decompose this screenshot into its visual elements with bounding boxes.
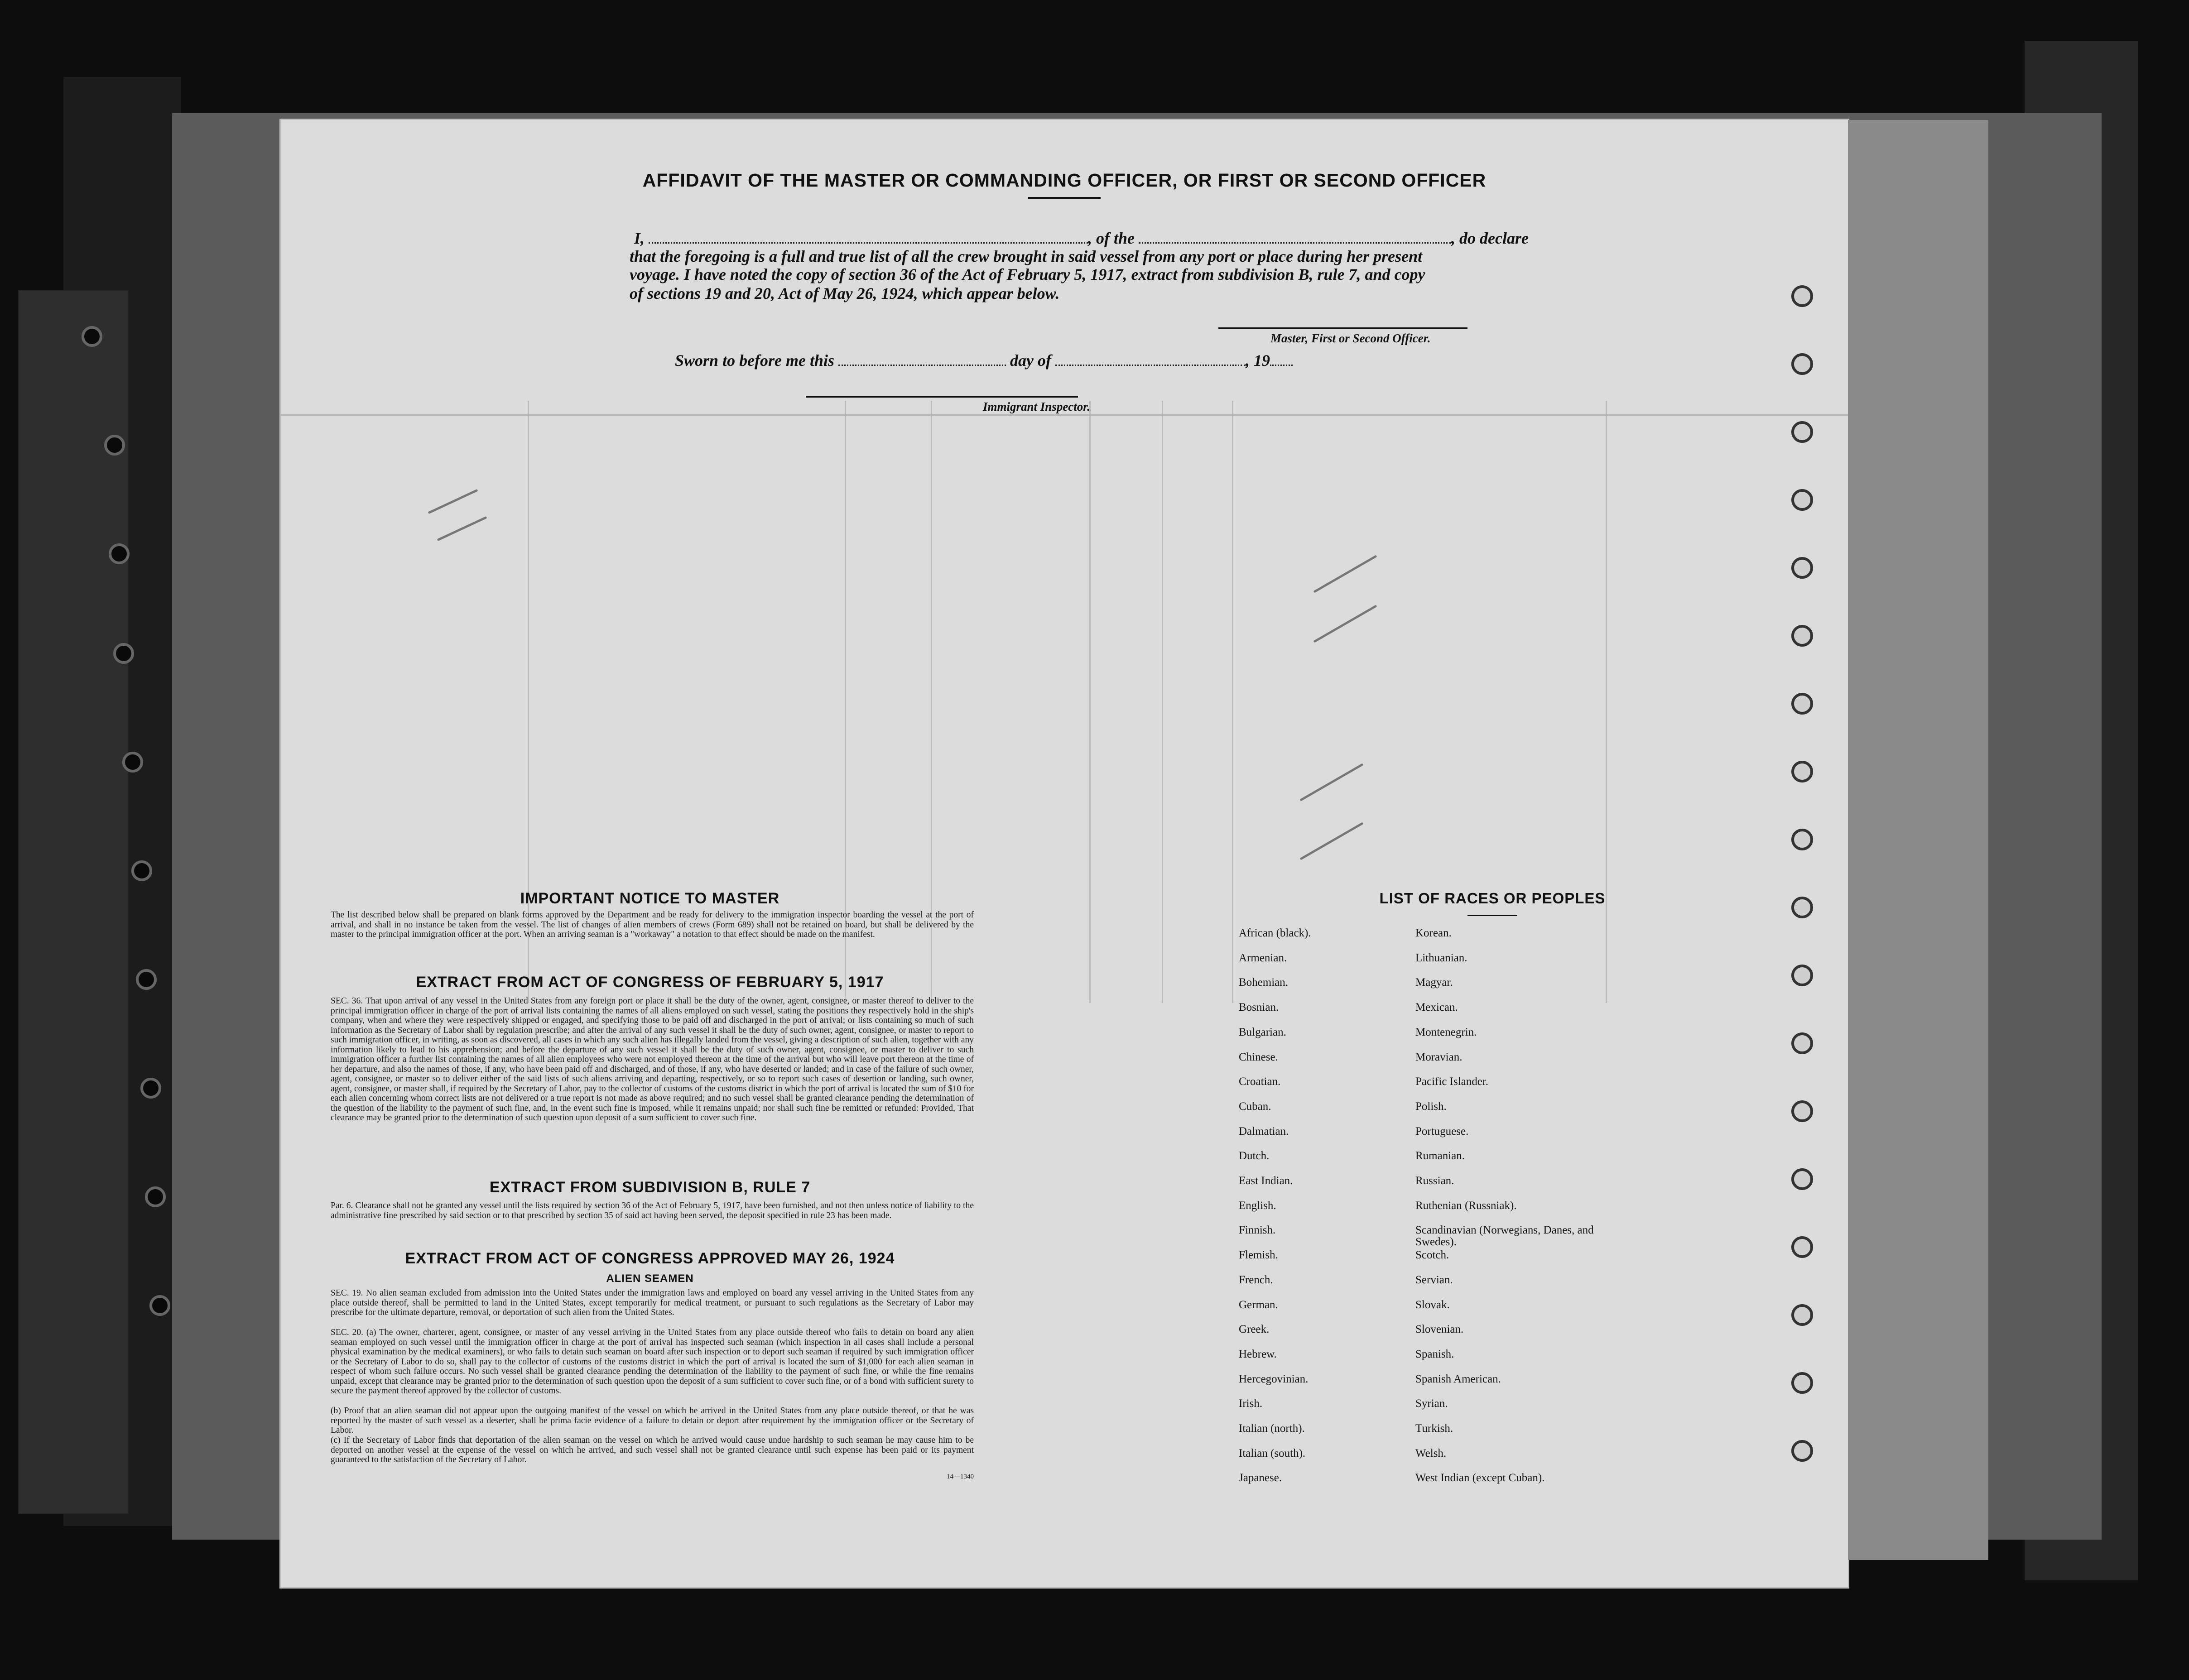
binding-strip-left <box>18 290 129 1514</box>
race-entry: Polish. <box>1415 1100 1447 1113</box>
race-entry: Japanese. <box>1239 1472 1282 1484</box>
race-entry: Pacific Islander. <box>1415 1075 1489 1088</box>
bleed-through-mark <box>1313 605 1377 643</box>
ghost-column-rule <box>1162 401 1163 1003</box>
race-entry: African (black). <box>1239 927 1311 939</box>
master-caption: Master, First or Second Officer. <box>1270 331 1431 345</box>
sworn-day-of: day of <box>1010 351 1052 370</box>
master-signature-line[interactable] <box>1218 327 1467 329</box>
race-entry: Italian (north). <box>1239 1422 1305 1435</box>
sec-19-text: SEC. 19. No alien seaman excluded from admission into the United States under the immigration laws and employed on board any vessel arriving in the United States from any place outside thereof, shall be permitted to land in the United States, except temporarily for medical treatment, or pursuant to such regulations as the Secretary of Labor may prescribe for the ultimate departure, removal, or deportation of such alien from the United States. <box>331 1288 974 1317</box>
binding-hole <box>131 860 152 881</box>
form-number: 14—1340 <box>947 1473 974 1480</box>
race-entry: Hebrew. <box>1239 1348 1277 1360</box>
race-entry: Ruthenian (Russniak). <box>1415 1199 1517 1212</box>
affidavit-line-4: of sections 19 and 20, Act of May 26, 1924, which appear below. <box>630 284 1060 302</box>
race-entry: Dalmatian. <box>1239 1125 1289 1138</box>
race-entry: Scotch. <box>1415 1249 1449 1262</box>
race-entry: Hercegovinian. <box>1239 1373 1309 1385</box>
race-entry: East Indian. <box>1239 1175 1293 1187</box>
race-entry: Turkish. <box>1415 1422 1453 1435</box>
bleed-through-strip <box>1848 120 1988 1560</box>
race-entry: Spanish. <box>1415 1348 1454 1360</box>
race-entry: Slovak. <box>1415 1298 1450 1311</box>
race-entry: Magyar. <box>1415 976 1453 989</box>
race-entry: Dutch. <box>1239 1150 1270 1162</box>
punch-hole-ring <box>1791 421 1813 443</box>
punch-hole-ring <box>1791 693 1813 715</box>
extract-1924-heading: EXTRACT FROM ACT OF CONGRESS APPROVED MAY 26, 1924 <box>405 1250 895 1267</box>
race-entry: English. <box>1239 1199 1276 1212</box>
race-entry: Bosnian. <box>1239 1001 1279 1014</box>
punch-hole-ring <box>1791 761 1813 782</box>
extract-1917-text: SEC. 36. That upon arrival of any vessel in the United States from any foreign port or place it shall be the duty of the owner, agent, consignee, or master thereof to deliver to the principal immigration officer in charge of the port of arrival lists containing the names of all aliens employed on such vessel, stating the positions they respectively hold in the ship's company, when and where they were respectively shipped or engaged, and specifying those to be paid off and discharged in the port of arrival; or lists containing so much of such information as the Secretary of Labor shall by regulation prescribe; and after the arrival of any such vessel it shall be the duty of such owner, agent, consignee, or master to report to such immigration officer, in writing, as soon as discovered, all cases in which any such alien has illegally landed from the vessel, giving a description of such alien, together with any information likely to lead to his apprehension; and before the departure of any such vessel it shall be the duty of such owner, agent, consignee, or master to deliver to such immigration officer a further list containing the names of all alien employees who were not employed thereon at the time of the arrival but who will leave port thereon at the time of her departure, and also the names of those, if any, who have been paid off and discharged, and of those, if any, who have deserted or landed; and in case of the failure of such owner, agent, consignee, or master so to deliver either of the said lists of such aliens arriving and departing, respectively, or so to report such cases of desertion or landing, such owner, agent, consignee, or master shall, if required by the Secretary of Labor, pay to the collector of customs of the customs district in which the port of arrival is located the sum of $10 for each alien concerning whom correct lists are not delivered or a true report is not made as above required; and no such vessel shall be granted clearance pending the determination of the question of the liability to the payment of such fine, and, in the event such fine is imposed, while it remains unpaid; nor shall such fine be remitted or refunded: Provided, That clearance may be granted prior to the determination of such question upon deposit of a sum sufficient to cover such fine. <box>331 996 974 1123</box>
punch-hole-ring <box>1791 1372 1813 1394</box>
races-heading: LIST OF RACES OR PEOPLES <box>1379 890 1606 907</box>
sworn-line <box>675 351 1293 370</box>
alien-seamen-heading: ALIEN SEAMEN <box>606 1272 694 1285</box>
declarant-prefix: I, <box>634 229 645 247</box>
race-entry: Scandinavian (Norwegians, Danes, and Swedes). <box>1415 1224 1594 1248</box>
race-entry: Spanish American. <box>1415 1373 1501 1385</box>
punch-hole-ring <box>1791 1100 1813 1122</box>
inspector-signature-line[interactable] <box>806 396 1078 398</box>
affidavit-line-2: that the foregoing is a full and true list of all the crew brought in said vessel from any port or place during her present <box>630 247 1423 265</box>
ghost-column-rule <box>1089 401 1091 1003</box>
race-entry: German. <box>1239 1298 1278 1311</box>
race-entry: Russian. <box>1415 1175 1454 1187</box>
bleed-through-mark <box>1313 555 1377 593</box>
race-entry: Bohemian. <box>1239 976 1289 989</box>
binding-hole <box>140 1078 161 1099</box>
binding-hole <box>145 1186 166 1207</box>
notice-text: The list described below shall be prepared on blank forms approved by the Department and be ready for delivery to the immigration inspector boarding the vessel at the port of arrival, and shall in no instance be taken from the vessel. The list of changes of alien members of crews (Form 689) shall not be retained on board, but shall be delivered by the master to the principal immigration officer at the port. When an arriving seaman is a "workaway" a notation to that effect should be made on the manifest. <box>331 910 974 939</box>
race-entry: Montenegrin. <box>1415 1026 1477 1038</box>
race-entry: Rumanian. <box>1415 1150 1465 1162</box>
binding-hole <box>136 969 157 990</box>
race-entry: Welsh. <box>1415 1447 1447 1459</box>
declarant-name-field[interactable] <box>649 229 1088 244</box>
punch-hole-ring <box>1791 1440 1813 1462</box>
punch-hole-ring <box>1791 1168 1813 1190</box>
punch-hole-ring <box>1791 897 1813 918</box>
race-entry: Chinese. <box>1239 1051 1278 1063</box>
binding-hole <box>109 543 130 564</box>
punch-hole-ring <box>1791 1032 1813 1054</box>
bleed-through-mark <box>1299 763 1363 801</box>
bleed-through-mark <box>1299 822 1363 860</box>
affidavit-line-3: voyage. I have noted the copy of section 36 of the Act of February 5, 1917, extract from subdivision B, rule 7, and copy <box>630 265 1425 283</box>
punch-hole-ring <box>1791 625 1813 647</box>
race-entry: Korean. <box>1415 927 1452 939</box>
inspector-caption: Immigrant Inspector. <box>983 400 1091 413</box>
do-declare: , do declare <box>1451 229 1529 247</box>
punch-hole-ring <box>1791 353 1813 375</box>
race-entry: West Indian (except Cuban). <box>1415 1472 1545 1484</box>
sec-20a-text: SEC. 20. (a) The owner, charterer, agent, consignee, or master of any vessel arriving in the United States from any place outside thereof who fails to detain on board any alien seaman employed on such vessel until the immigration officer in charge at the port of arrival has inspected such seaman (which inspection in all cases shall include a personal physical examination by the medical examiners), or who fails to detain such seaman on board after such inspection or to deport such seaman if required by such immigration officer or the Secretary of Labor to do so, shall pay to the collector of customs of the customs district in which the port of arrival is located the sum of $1,000 for each alien seaman in respect of whom such failure occurs. No such vessel shall be granted clearance pending the determination of the liability to the payment of such fine, or while the fine remains unpaid, except that clearance may be granted prior to the determination of such question upon the deposit of a sum sufficient to cover such fine, or of a bond with sufficient surety to secure the payment thereof approved by the collector of customs. <box>331 1328 974 1396</box>
sworn-year-label: , 19 <box>1246 351 1270 370</box>
ghost-column-rule <box>1232 401 1233 1003</box>
race-entry: Irish. <box>1239 1397 1263 1410</box>
sworn-prefix: Sworn to before me this <box>675 351 835 370</box>
extract-1917-heading: EXTRACT FROM ACT OF CONGRESS OF FEBRUARY 5, 1917 <box>416 974 884 991</box>
race-entry: French. <box>1239 1273 1273 1286</box>
punch-hole-ring <box>1791 1236 1813 1258</box>
affidavit-title: AFFIDAVIT OF THE MASTER OR COMMANDING OFFICER, OR FIRST OR SECOND OFFICER <box>642 170 1487 191</box>
notice-heading: IMPORTANT NOTICE TO MASTER <box>520 890 780 907</box>
race-entry: Italian (south). <box>1239 1447 1306 1459</box>
race-entry: Lithuanian. <box>1415 951 1467 964</box>
ghost-column-rule <box>1606 401 1607 1003</box>
race-entry: Mexican. <box>1415 1001 1458 1014</box>
sworn-year-field[interactable] <box>1270 351 1293 366</box>
punch-hole-ring <box>1791 965 1813 986</box>
binding-hole <box>82 326 102 347</box>
affidavit-of-the: , of the <box>1088 229 1135 247</box>
rule-7-heading: EXTRACT FROM SUBDIVISION B, RULE 7 <box>489 1179 811 1196</box>
sworn-month-field[interactable] <box>1055 351 1246 366</box>
bleed-through-mark <box>437 516 487 541</box>
punch-hole-ring <box>1791 1304 1813 1326</box>
binding-hole <box>113 643 134 664</box>
race-entry: Finnish. <box>1239 1224 1276 1237</box>
punch-hole-ring <box>1791 557 1813 579</box>
race-entry: Portuguese. <box>1415 1125 1469 1138</box>
affidavit-line-1 <box>634 229 1529 248</box>
race-entry: Croatian. <box>1239 1075 1281 1088</box>
races-underline <box>1467 915 1517 916</box>
race-entry: Slovenian. <box>1415 1323 1464 1336</box>
race-entry: Servian. <box>1415 1273 1453 1286</box>
punch-hole-ring <box>1791 829 1813 850</box>
race-entry: Greek. <box>1239 1323 1270 1336</box>
sworn-day-field[interactable] <box>838 351 1006 366</box>
punch-hole-ring <box>1791 285 1813 307</box>
race-entry: Bulgarian. <box>1239 1026 1286 1038</box>
rule-7-text: Par. 6. Clearance shall not be granted any vessel until the lists required by section 36 of the Act of February 5, 1917, have been furnished, and not then unless notice of liability to the administrative fine prescribed by said section or to that prescribed by section 35 of said act having been served, the deposit specified in rule 23 has been made. <box>331 1201 974 1220</box>
binding-hole <box>122 752 143 773</box>
race-entry: Syrian. <box>1415 1397 1448 1410</box>
title-underline <box>1028 197 1101 199</box>
bleed-through-mark <box>428 489 478 514</box>
ghost-row-rule <box>281 414 1848 416</box>
binding-hole <box>149 1295 170 1316</box>
race-entry: Cuban. <box>1239 1100 1271 1113</box>
race-entry: Moravian. <box>1415 1051 1463 1063</box>
vessel-name-field[interactable] <box>1139 229 1451 244</box>
sec-20b-text: (b) Proof that an alien seaman did not appear upon the outgoing manifest of the vessel on which he arrived in the United States from any place outside thereof, or that he was reported by the master of such vessel as a deserter, shall be prima facie evidence of a failure to detain or deport after requirement by the immigration officer or the Secretary of Labor. <box>331 1406 974 1435</box>
race-entry: Armenian. <box>1239 951 1287 964</box>
sec-20c-text: (c) If the Secretary of Labor finds that deportation of the alien seaman on the vessel on which he arrived would cause undue hardship to such seaman he may cause him to be deported on another vessel at the expense of the vessel on which he arrived, and such vessel shall not be granted clearance until such expense has been paid or its payment guaranteed to the satisfaction of the Secretary of Labor. <box>331 1435 974 1464</box>
punch-hole-ring <box>1791 489 1813 511</box>
race-entry: Flemish. <box>1239 1249 1278 1262</box>
binding-hole <box>104 435 125 456</box>
manifest-page <box>281 120 1848 1587</box>
